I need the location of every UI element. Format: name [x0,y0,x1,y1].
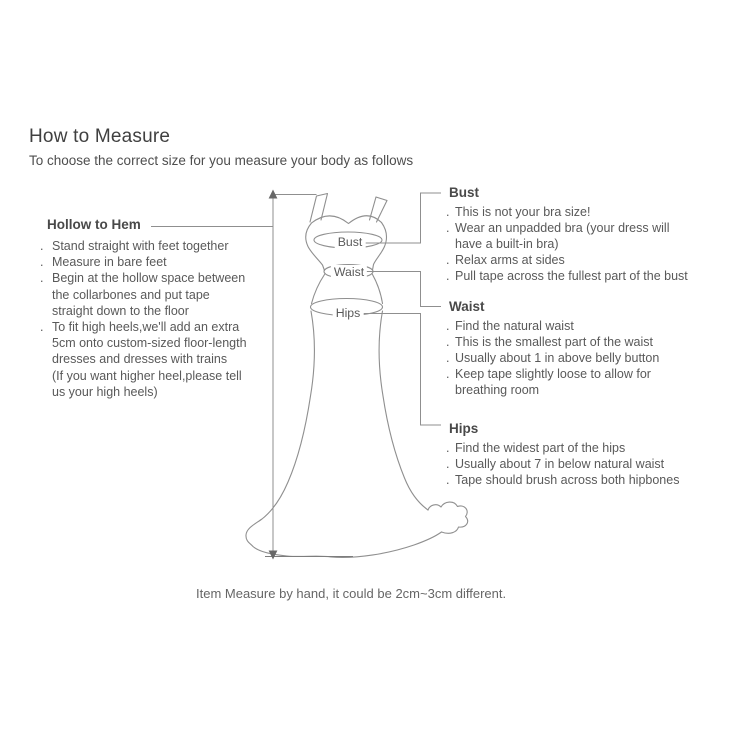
dress-skirt-left-and-hem [246,311,442,557]
instruction-line: breathing room [455,383,540,398]
instruction-line: . To fit high heels,we'll add an extra [40,319,247,335]
bust-instructions [446,204,688,284]
dress-hip-right [373,275,383,304]
waist-connector-bracket [367,272,442,307]
instruction-line: . Find the widest part of the hips [446,440,679,456]
page-subtitle: To choose the correct size for you measure your body as follows [29,153,414,168]
dress-right-strap [370,197,388,222]
hips-instructions [446,440,679,488]
instruction-line: . Pull tape across the fullest part of the bust [446,268,688,284]
instruction-line: . Stand straight with feet together [40,238,247,254]
instruction-line: . Tape should brush across both hipbones [446,472,679,488]
instruction-line: . Measure in bare feet [40,254,247,270]
instruction-line: 5cm onto custom-sized floor-length [52,336,247,351]
instruction-line: . Find the natural waist [446,318,659,334]
footnote: Item Measure by hand, it could be 2cm~3cm different. [196,586,507,601]
dress-train [428,502,468,533]
instruction-line: . This is the smallest part of the waist [446,334,659,350]
instruction-line: . This is not your bra size! [446,204,688,220]
dress-hip-left [312,275,325,304]
dress-hips-label: Hips [333,306,364,320]
instruction-line: the collarbones and put tape [52,287,210,302]
instruction-line: have a built-in bra) [455,237,559,252]
dress-bodice-left [306,223,325,271]
section-heading-hips: Hips [449,421,479,436]
section-heading-waist: Waist [449,299,485,314]
instruction-line: . Keep tape slightly loose to allow for [446,366,659,382]
instruction-line: (If you want higher heel,please tell [52,368,242,383]
dress-neckline [312,216,382,224]
instruction-line: . Begin at the hollow space between [40,270,247,286]
instruction-line: . Wear an unpadded bra (your dress will [446,220,688,236]
instruction-line: dresses and dresses with trains [52,352,228,367]
dress-bust-label: Bust [335,235,366,249]
section-heading-bust: Bust [449,185,479,200]
instruction-line: . Usually about 7 in below natural waist [446,456,679,472]
waist-instructions [446,318,659,398]
instruction-line: straight down to the floor [52,303,189,318]
dress-waist-label: Waist [331,265,367,279]
page-title: How to Measure [29,126,171,147]
instruction-line: . Relax arms at sides [446,252,688,268]
hollow-to-hem-instructions [40,238,247,400]
section-heading-hollow-to-hem: Hollow to Hem [47,217,141,232]
dress-bodice-right [373,223,387,271]
instruction-line: us your high heels) [52,384,158,399]
instruction-line: . Usually about 1 in above belly button [446,350,659,366]
dress-left-strap [310,194,328,223]
hips-connector-bracket [363,314,441,426]
